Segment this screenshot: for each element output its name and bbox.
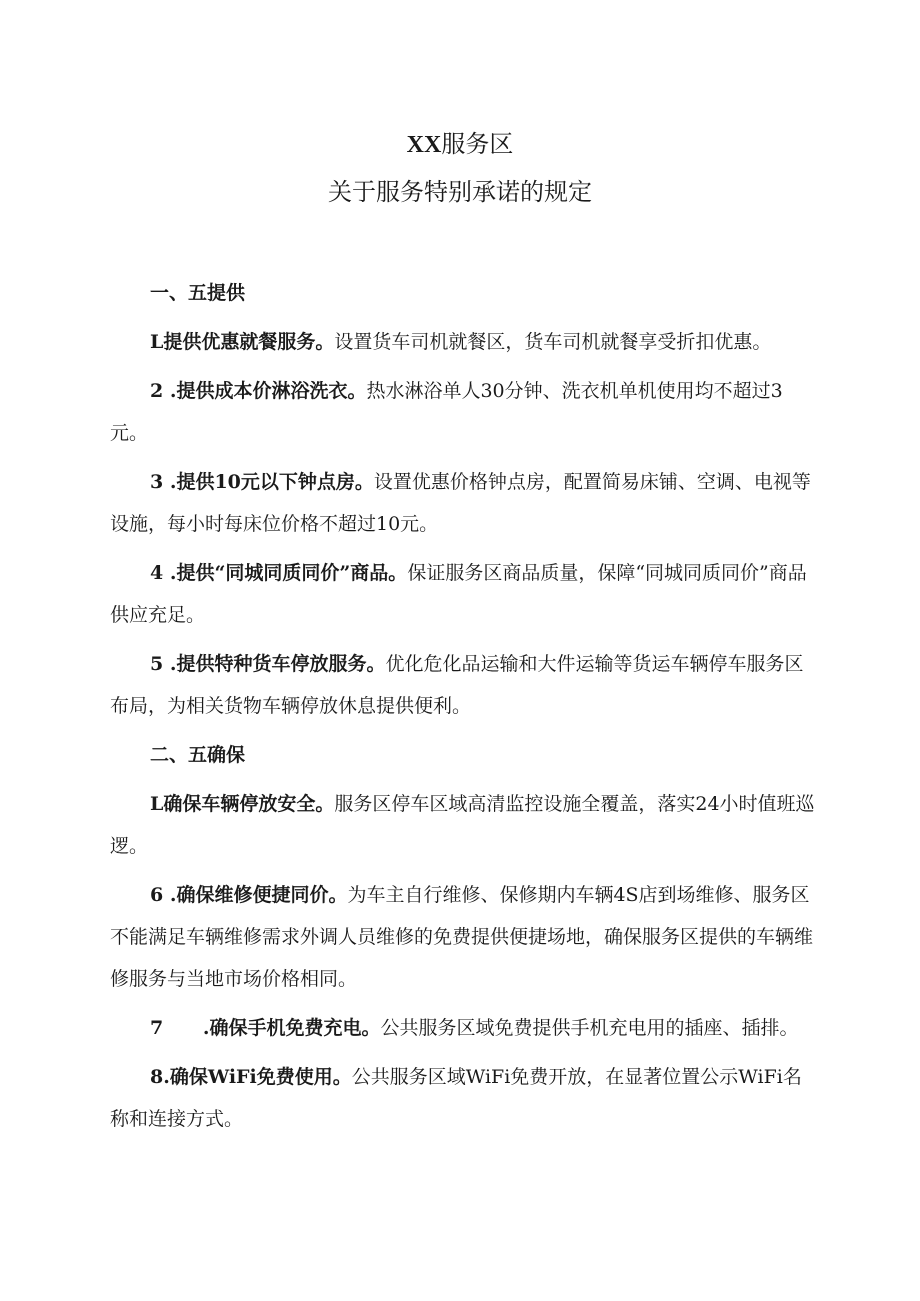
item-lead: 2 .提供成本价淋浴洗衣。: [150, 380, 367, 402]
item-text: 设置货车司机就餐区，货车司机就餐享受折扣优惠。: [334, 331, 772, 353]
list-item: [110, 1007, 816, 1049]
list-item: [110, 783, 816, 867]
document-body: [110, 272, 816, 1147]
title-suffix: 服务区: [441, 130, 514, 158]
list-item: [110, 370, 816, 454]
list-item: [110, 874, 816, 1000]
list-item: [110, 1056, 816, 1140]
list-item: [110, 321, 816, 363]
section-heading: 二、五确保: [150, 744, 246, 766]
item-text: 热水淋浴单人30分钟、洗衣机单机使用均不超过3元。: [110, 380, 783, 444]
item-lead: 7 .确保手机免费充电。: [150, 1017, 381, 1039]
list-item: [110, 461, 816, 545]
item-text: 公共服务区域WiFi免费开放，在显著位置公示WiFi名称和连接方式。: [110, 1066, 802, 1130]
item-lead: 8.确保WiFi免费使用。: [150, 1066, 352, 1088]
item-lead: L提供优惠就餐服务。: [150, 331, 335, 353]
item-lead: 4 .提供“同城同质同价”商品。: [150, 562, 408, 584]
item-lead: 5 .提供特种货车停放服务。: [150, 653, 386, 675]
item-text: 公共服务区域免费提供手机充电用的插座、插排。: [380, 1017, 799, 1039]
item-text: 为车主自行维修、保修期内车辆4S店到场维修、服务区不能满足车辆维修需求外调人员维修的免费提供便捷场地，确保服务区提供的车辆维修服务与当地市场价格相同。: [110, 884, 814, 990]
title-prefix: XX: [406, 132, 442, 158]
item-text: 保证服务区商品质量，保障“同城同质同价”商品供应充足。: [110, 562, 807, 626]
item-text: 设置优惠价格钟点房，配置简易床铺、空调、电视等设施，每小时每床位价格不超过10元。: [110, 471, 811, 535]
item-lead: L确保车辆停放安全。: [150, 793, 335, 815]
item-text: 服务区停车区域高清监控设施全覆盖，落实24小时值班巡逻。: [110, 793, 815, 857]
list-item: [110, 643, 816, 727]
document-title: [0, 128, 920, 161]
item-lead: 3 .提供10元以下钟点房。: [150, 471, 374, 493]
item-text: 优化危化品运输和大件运输等货运车辆停车服务区布局，为相关货物车辆停放休息提供便利。: [110, 653, 804, 717]
item-lead: 6 .确保维修便捷同价。: [150, 884, 348, 906]
document-subtitle: 关于服务特别承诺的规定: [328, 178, 592, 206]
list-item: [110, 552, 816, 636]
section-heading: 一、五提供: [150, 282, 246, 304]
